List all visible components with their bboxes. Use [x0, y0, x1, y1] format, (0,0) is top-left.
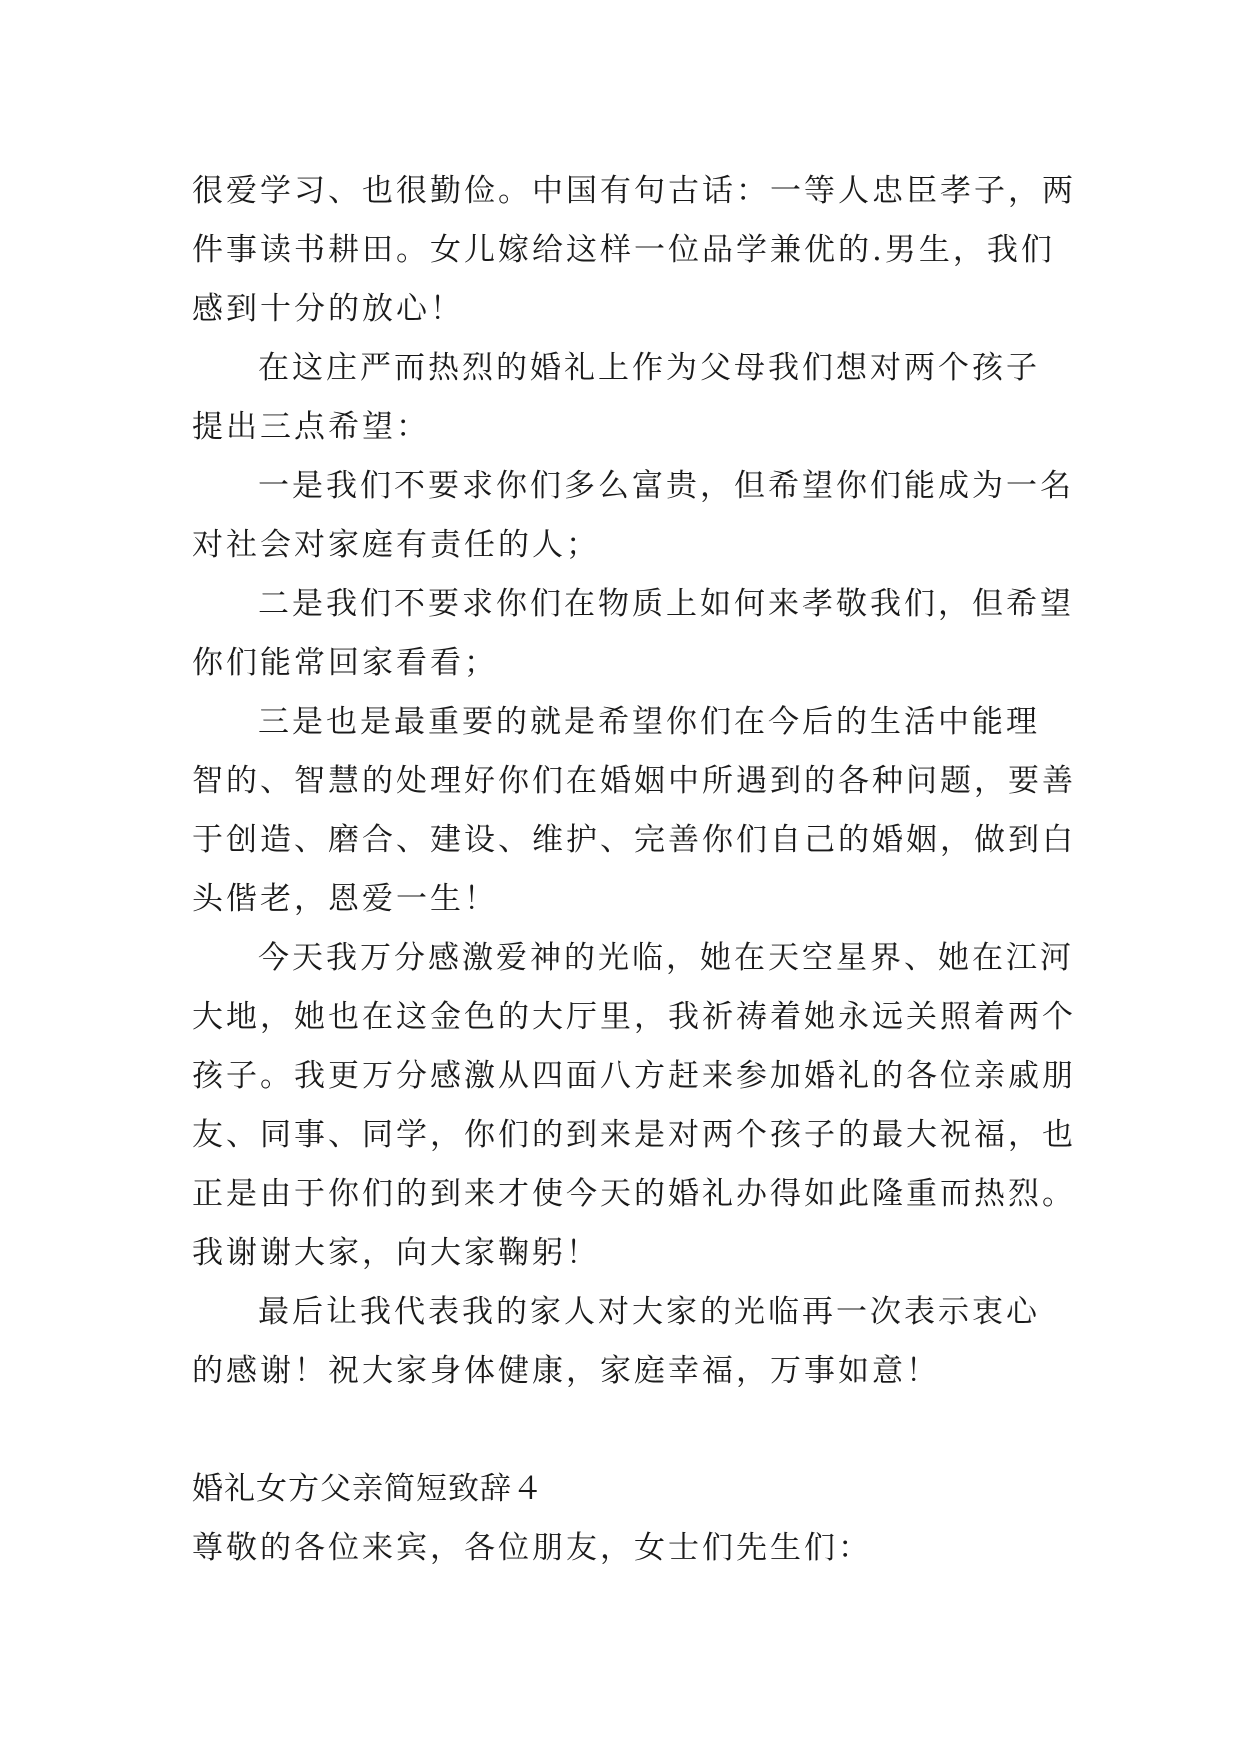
paragraph-gap	[192, 1401, 1072, 1460]
paragraph-line: 最后让我代表我的家人对大家的光临再一次表示衷心	[258, 1294, 1040, 1330]
paragraph-line: 三是也是最重要的就是希望你们在今后的生活中能理	[258, 704, 1040, 740]
paragraph-line: 友、同事、同学，你们的到来是对两个孩子的最大祝福，也	[192, 1117, 1076, 1153]
document-body	[192, 162, 1076, 1578]
paragraph-line: 件事读书耕田。女儿嫁给这样一位品学兼优的.男生，我们	[192, 232, 1055, 268]
salutation-line: 尊敬的各位来宾，各位朋友，女士们先生们：	[192, 1530, 872, 1566]
paragraph-line: 正是由于你们的到来才使今天的婚礼办得如此隆重而热烈。	[192, 1176, 1076, 1212]
paragraph-line: 我谢谢大家，向大家鞠躬！	[192, 1235, 600, 1271]
paragraph-line: 头偕老，恩爱一生！	[192, 881, 498, 917]
paragraph-line: 提出三点希望：	[192, 409, 430, 445]
paragraph-line: 孩子。我更万分感激从四面八方赶来参加婚礼的各位亲戚朋	[192, 1058, 1076, 1094]
paragraph-line: 大地，她也在这金色的大厅里，我祈祷着她永远关照着两个	[192, 999, 1076, 1035]
paragraph-line: 今天我万分感激爱神的光临，她在天空星界、她在江河	[258, 940, 1074, 976]
section-heading: 婚礼女方父亲简短致辞４	[192, 1471, 544, 1507]
paragraph-line: 智的、智慧的处理好你们在婚姻中所遇到的各种问题，要善	[192, 763, 1076, 799]
paragraph-line: 在这庄严而热烈的婚礼上作为父母我们想对两个孩子	[258, 350, 1040, 386]
paragraph-line: 你们能常回家看看；	[192, 645, 498, 681]
paragraph-line: 二是我们不要求你们在物质上如何来孝敬我们，但希望	[258, 586, 1074, 622]
paragraph-line: 于创造、磨合、建设、维护、完善你们自己的婚姻，做到白	[192, 822, 1076, 858]
paragraph-line: 一是我们不要求你们多么富贵，但希望你们能成为一名	[258, 468, 1074, 504]
paragraph-line: 对社会对家庭有责任的人；	[192, 527, 600, 563]
paragraph-line: 的感谢！祝大家身体健康，家庭幸福，万事如意！	[192, 1353, 940, 1389]
paragraph-line: 感到十分的放心！	[192, 291, 464, 327]
paragraph-line: 很爱学习、也很勤俭。中国有句古话：一等人忠臣孝子，两	[192, 173, 1076, 209]
